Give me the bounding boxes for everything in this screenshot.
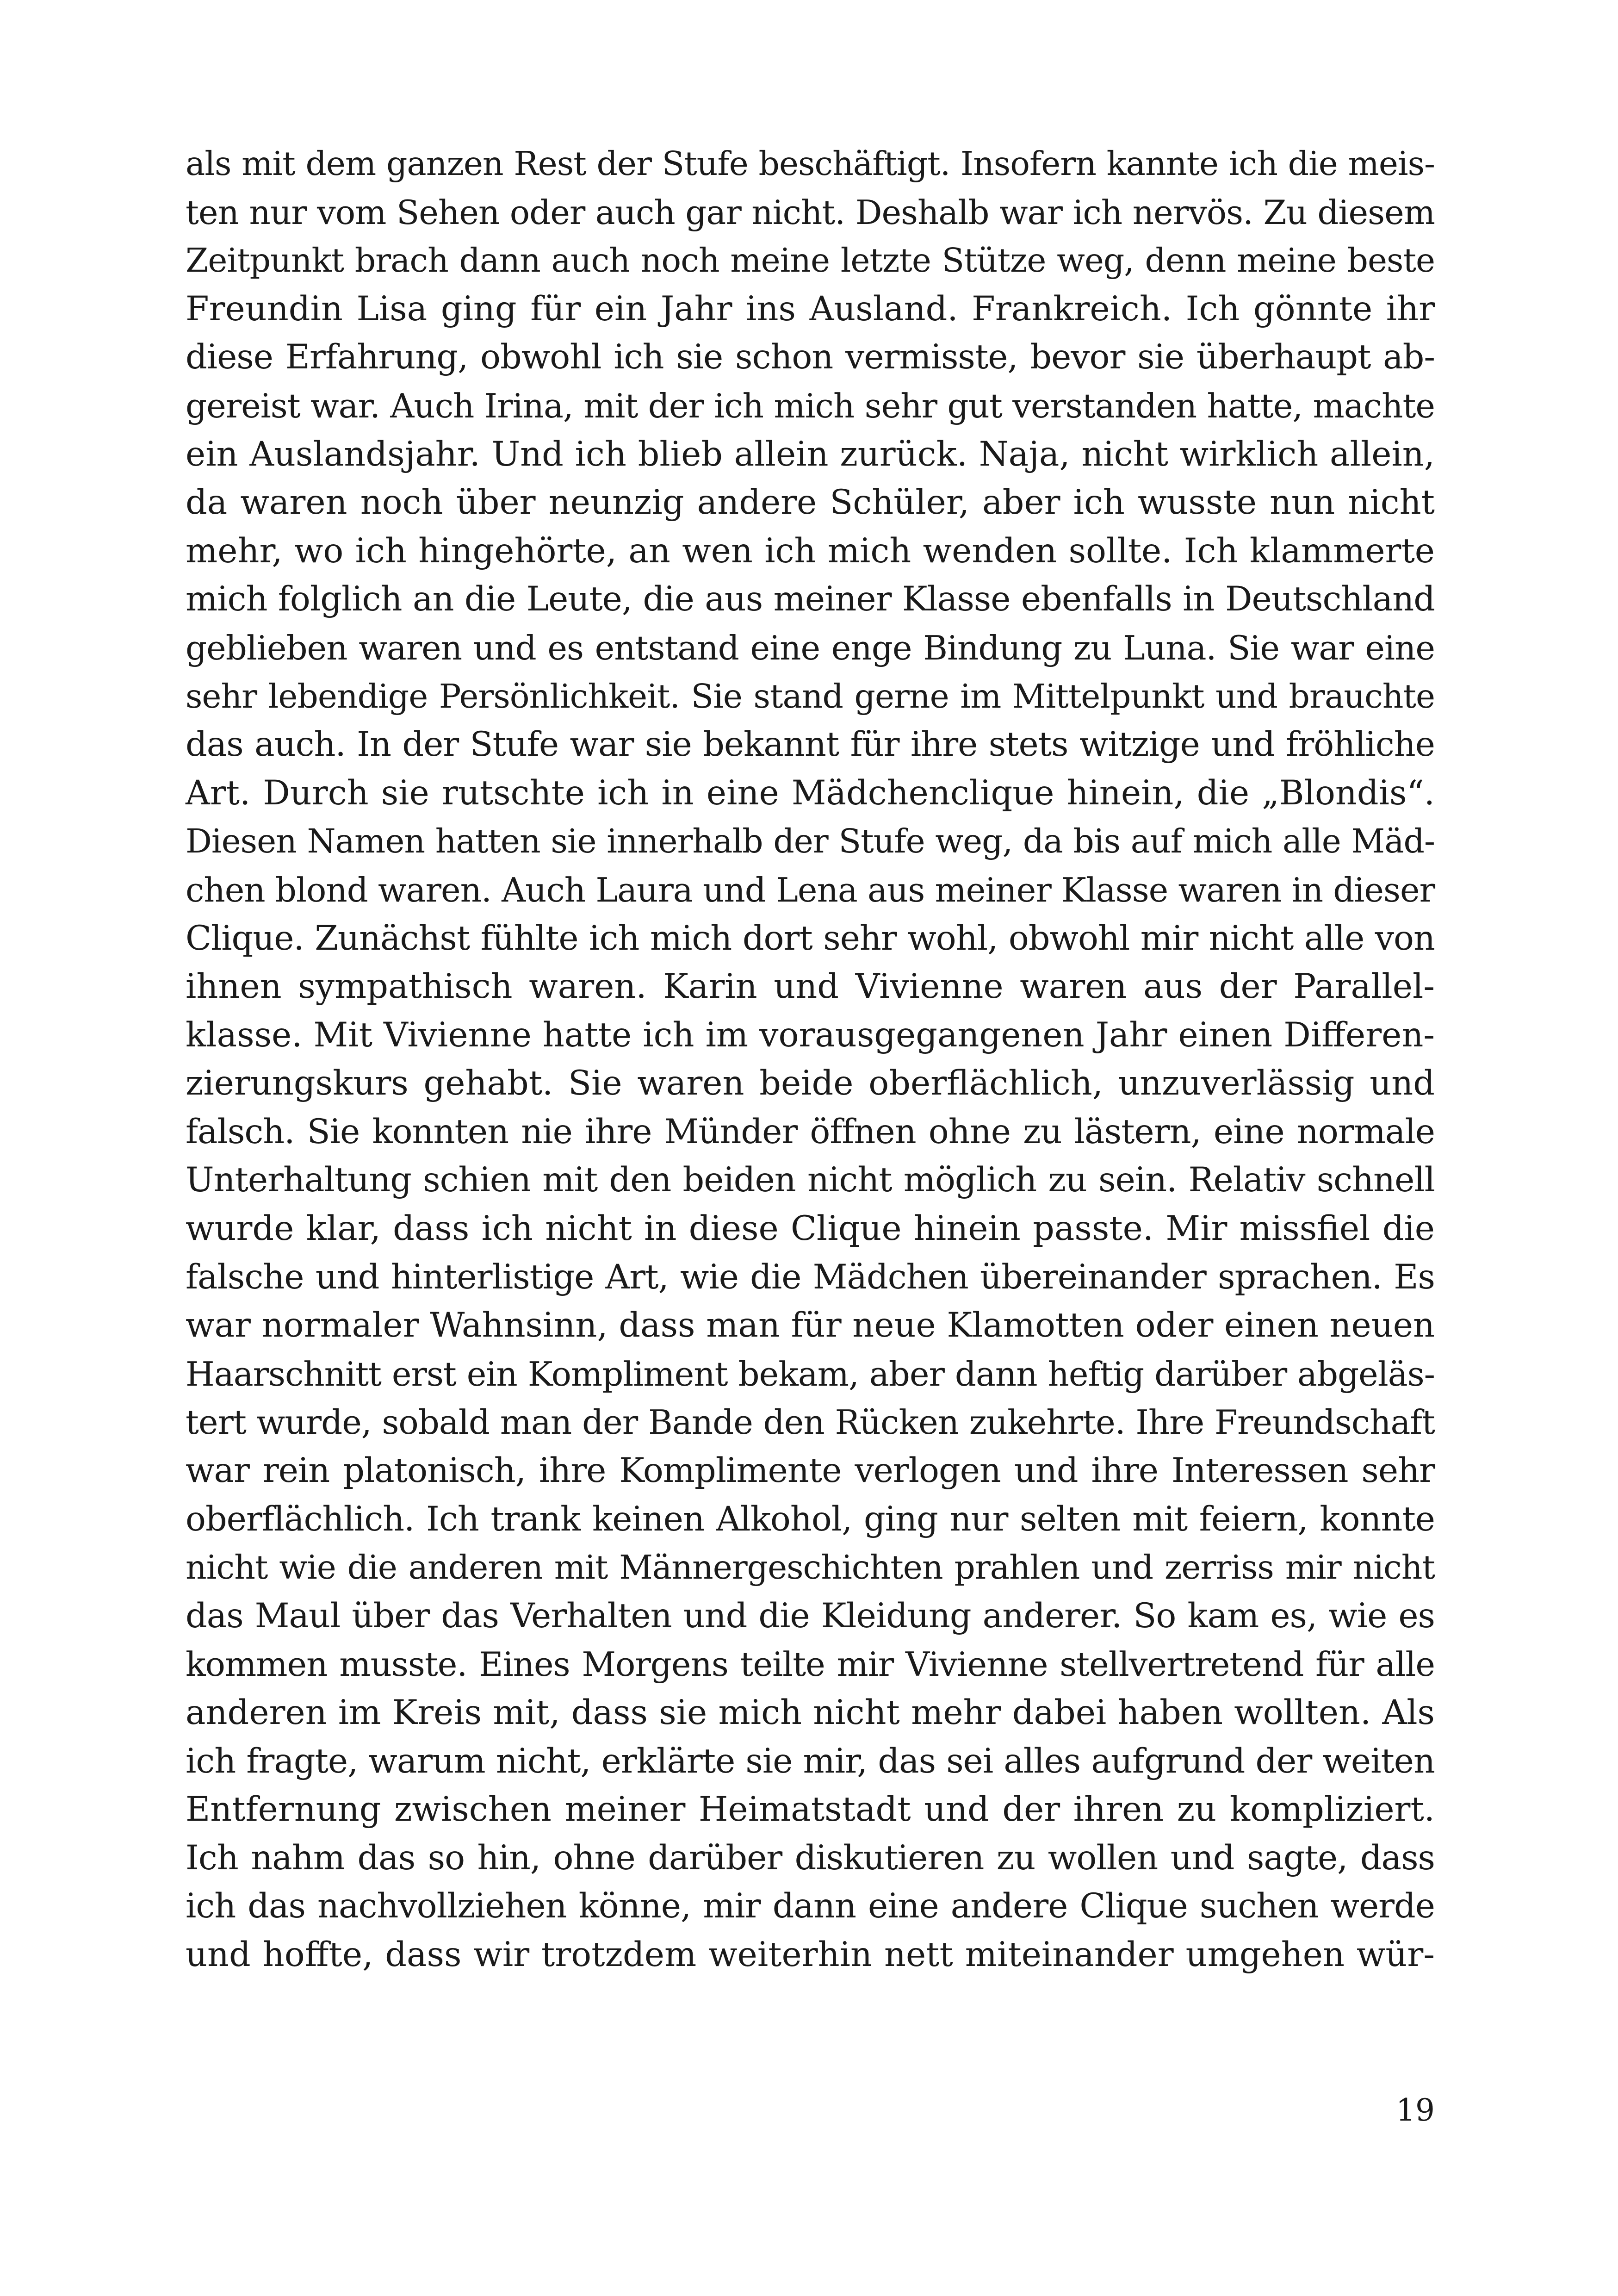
text-line: nicht wie die anderen mit Männergeschichten prahlen und zerriss mir nicht [186, 1548, 1435, 1587]
text-line: da waren noch über neunzig andere Schüler, aber ich wusste nun nicht [186, 483, 1435, 523]
text-line: oberflächlich. Ich trank keinen Alkohol, ging nur selten mit feiern, konnte [186, 1499, 1435, 1539]
text-line: Freundin Lisa ging für ein Jahr ins Ausland. Frankreich. Ich gönnte ihr [186, 289, 1435, 329]
text-line: ein Auslandsjahr. Und ich blieb allein zurück. Naja, nicht wirklich allein, [186, 434, 1435, 474]
text-line: Zeitpunkt brach dann auch noch meine letzte Stütze weg, denn meine beste [186, 241, 1435, 280]
text-line: diese Erfahrung, obwohl ich sie schon vermisste, bevor sie überhaupt ab- [186, 337, 1435, 377]
page-number: 19 [1396, 2092, 1435, 2128]
text-line: anderen im Kreis mit, dass sie mich nicht mehr dabei haben wollten. Als [186, 1693, 1435, 1732]
text-line: und hoffte, dass wir trotzdem weiterhin nett miteinander umgehen wür- [186, 1935, 1435, 1974]
text-line: ich fragte, warum nicht, erklärte sie mir, das sei alles aufgrund der weiten [186, 1741, 1435, 1781]
text-line: Entfernung zwischen meiner Heimatstadt und der ihren zu kompliziert. [186, 1790, 1435, 1829]
text-line: gereist war. Auch Irina, mit der ich mich sehr gut verstanden hatte, machte [186, 386, 1435, 425]
text-line: Haarschnitt erst ein Kompliment bekam, aber dann heftig darüber abgeläs- [186, 1354, 1435, 1394]
text-line: sehr lebendige Persönlichkeit. Sie stand gerne im Mittelpunkt und brauchte [186, 677, 1435, 716]
text-line: kommen musste. Eines Morgens teilte mir Vivienne stellvertretend für alle [186, 1645, 1435, 1684]
text-line: Art. Durch sie rutschte ich in eine Mädchenclique hinein, die „Blondis“. [186, 773, 1435, 813]
text-line: tert wurde, sobald man der Bande den Rücken zukehrte. Ihre Freundschaft [186, 1403, 1435, 1442]
text-line: war rein platonisch, ihre Komplimente verlogen und ihre Interessen sehr [186, 1451, 1435, 1491]
text-line: das Maul über das Verhalten und die Kleidung anderer. So kam es, wie es [186, 1596, 1435, 1636]
text-line: chen blond waren. Auch Laura und Lena aus meiner Klasse waren in dieser [186, 870, 1435, 909]
text-line: Unterhaltung schien mit den beiden nicht möglich zu sein. Relativ schnell [186, 1160, 1435, 1200]
text-line: war normaler Wahnsinn, dass man für neue Klamotten oder einen neuen [186, 1306, 1435, 1345]
text-line: mich folglich an die Leute, die aus meiner Klasse ebenfalls in Deutschland [186, 579, 1435, 619]
text-line: Ich nahm das so hin, ohne darüber diskutieren zu wollen und sagte, dass [186, 1838, 1435, 1878]
text-line: zierungskurs gehabt. Sie waren beide oberflächlich, unzuverlässig und [186, 1064, 1435, 1103]
text-line: als mit dem ganzen Rest der Stufe beschäftigt. Insofern kannte ich die meis- [186, 144, 1435, 183]
text-line: wurde klar, dass ich nicht in diese Clique hinein passte. Mir missfiel die [186, 1209, 1435, 1249]
body-text [186, 140, 1435, 1979]
text-line: ten nur vom Sehen oder auch gar nicht. Deshalb war ich nervös. Zu diesem [186, 193, 1435, 232]
text-line: Clique. Zunächst fühlte ich mich dort sehr wohl, obwohl mir nicht alle von [186, 918, 1435, 958]
text-line: falsch. Sie konnten nie ihre Münder öffnen ohne zu lästern, eine normale [186, 1112, 1435, 1151]
text-line: geblieben waren und es entstand eine enge Bindung zu Luna. Sie war eine [186, 628, 1435, 667]
text-line: ich das nachvollziehen könne, mir dann eine andere Clique suchen werde [186, 1886, 1435, 1926]
text-line: ihnen sympathisch waren. Karin und Vivienne waren aus der Parallel- [186, 967, 1435, 1007]
text-line: klasse. Mit Vivienne hatte ich im vorausgegangenen Jahr einen Differen- [186, 1015, 1435, 1055]
text-line: falsche und hinterlistige Art, wie die Mädchen übereinander sprachen. Es [186, 1257, 1435, 1297]
text-line: mehr, wo ich hingehörte, an wen ich mich wenden sollte. Ich klammerte [186, 531, 1435, 571]
text-line: Diesen Namen hatten sie innerhalb der Stufe weg, da bis auf mich alle Mäd- [186, 822, 1435, 861]
text-line: das auch. In der Stufe war sie bekannt für ihre stets witzige und fröhliche [186, 725, 1435, 765]
